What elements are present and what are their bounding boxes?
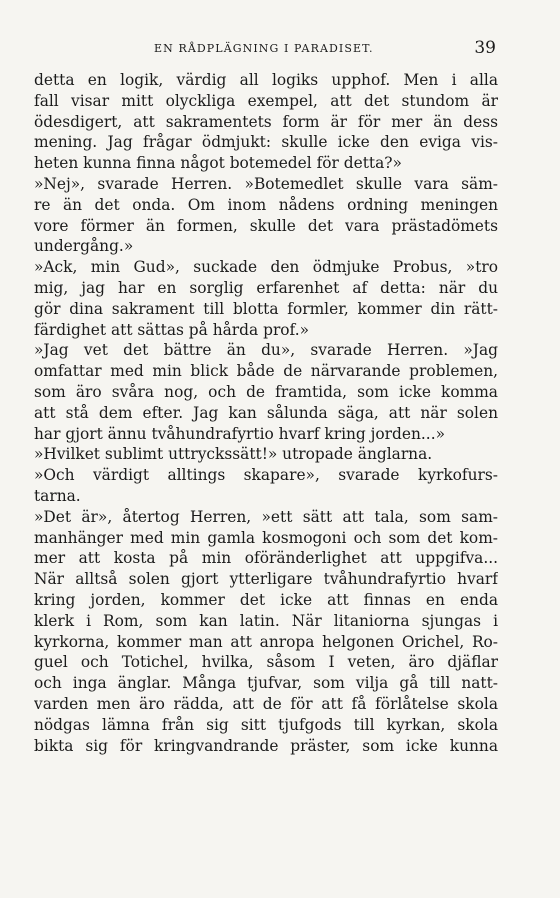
text-line: färdighet att sättas på hårda prof.» (34, 320, 310, 339)
text-line: manhänger med min gamla kosmogoni och som det kom- (34, 528, 498, 547)
text-line: varden men äro rädda, att de för att få förlåtelse skola (34, 694, 498, 713)
text-line: guel och Totichel, hvilka, såsom I veten, äro djäflar (34, 653, 498, 672)
text-line: bikta sig för kringvandrande präster, som icke kunna (34, 736, 498, 755)
text-line: »Nej», svarade Herren. »Botemedlet skulle vara säm- (34, 174, 498, 193)
text-line: »Och värdigt alltings skapare», svarade kyrkofurs- (34, 466, 498, 485)
text-line: omfattar med min blick både de närvarande problemen, (34, 362, 498, 381)
text-line: heten kunna finna något botemedel för detta?» (34, 154, 402, 173)
text-line: kring jorden, kommer det icke att finnas en enda (34, 590, 498, 609)
text-line: fall visar mitt olyckliga exempel, att det stundom är (34, 91, 498, 110)
running-title: EN RÅDPLÄGNING I PARADISET. (154, 42, 374, 55)
text-line: detta en logik, värdig all logiks upphof. Men i alla (34, 71, 498, 89)
text-line: mer att kosta på min oföränderlighet att uppgifva... (34, 549, 498, 568)
text-line: som äro svåra nog, och de framtida, som icke komma (34, 382, 498, 401)
text-line: klerk i Rom, som kan latin. När litaniorna sjungas i (34, 611, 498, 630)
text-line: ödesdigert, att sakramentets form är för mer än dess (34, 112, 498, 131)
text-line: re än det onda. Om inom nådens ordning meningen (34, 195, 498, 214)
text-line: »Ack, min Gud», suckade den ödmjuke Probus, »tro (34, 258, 498, 277)
text-line: vore förmer än formen, skulle det vara prästadömets (34, 216, 498, 235)
text-line: gör dina sakrament till blotta formler, kommer din rätt- (34, 299, 498, 318)
running-head (36, 40, 496, 62)
text-line: tarna. (34, 486, 81, 505)
body-text (34, 70, 498, 756)
text-line: »Hvilket sublimt uttryckssätt!» utropade änglarna. (34, 445, 433, 464)
text-line: kyrkorna, kommer man att anropa helgonen Orichel, Ro- (34, 632, 498, 651)
text-line: undergång.» (34, 237, 134, 256)
text-line: och inga änglar. Många tjufvar, som vilja gå till natt- (34, 674, 498, 693)
text-line: mig, jag har en sorglig erfarenhet af detta: när du (34, 278, 498, 297)
text-line: mening. Jag frågar ödmjukt: skulle icke den eviga vis- (34, 133, 498, 152)
text-line: När alltså solen gjort ytterligare tvåhundrafyrtio hvarf (34, 570, 498, 589)
text-line: nödgas lämna från sig sitt tjufgods till kyrkan, skola (34, 715, 498, 734)
text-line: att stå dem efter. Jag kan sålunda säga, att när solen (34, 403, 498, 422)
text-line: »Jag vet det bättre än du», svarade Herren. »Jag (34, 341, 498, 360)
text-line: har gjort ännu tvåhundrafyrtio hvarf kring jorden...» (34, 424, 446, 443)
page-number: 39 (474, 38, 496, 58)
text-line: »Det är», återtog Herren, »ett sätt att tala, som sam- (34, 507, 498, 526)
